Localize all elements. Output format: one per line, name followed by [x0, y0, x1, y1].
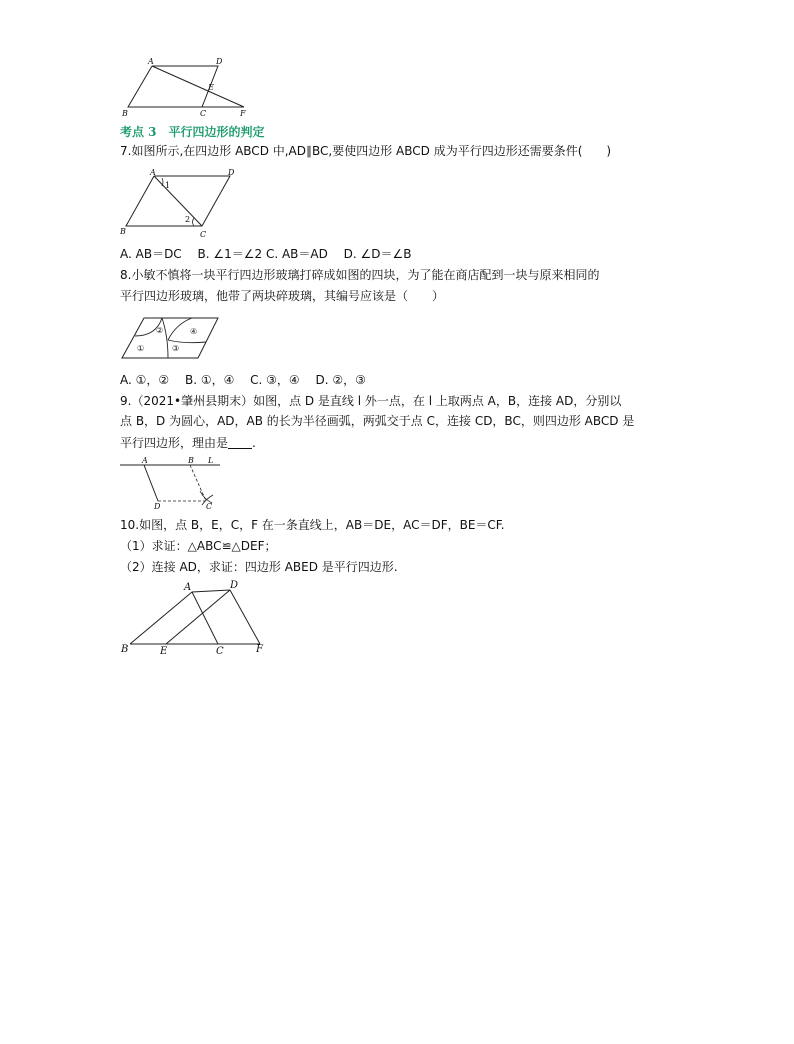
label-b: B — [188, 456, 194, 465]
label-c: C — [200, 230, 207, 239]
q10-figure — [118, 578, 268, 658]
answer-blank[interactable] — [228, 436, 252, 449]
label-f: F — [240, 109, 246, 118]
q10-stem: 10.如图，点 B，E，C，F 在一条直线上，AB＝DE，AC＝DF，BE＝CF. — [120, 518, 505, 532]
q7-stem: 7.如图所示,在四边形 ABCD 中,AD∥BC,要使四边形 ABCD 成为平行四边形还需要条件( ) — [120, 144, 612, 158]
piece-3-label: ③ — [172, 344, 180, 353]
piece-4-label: ④ — [190, 327, 198, 336]
label-a: A — [184, 582, 192, 593]
q9-figure — [118, 455, 223, 511]
label-d: D — [154, 502, 161, 511]
label-l: L — [208, 456, 214, 465]
q8-figure — [118, 314, 222, 362]
label-f: F — [256, 644, 263, 655]
label-d: D — [230, 580, 239, 591]
q9-line3 — [120, 435, 256, 451]
q8-options: A. ①，② B. ①，④ C. ③，④ D. ②，③ — [120, 373, 366, 387]
q7-figure — [118, 164, 248, 240]
q9-line1: 9.（2021•肇州县期末）如图，点 D 是直线 l 外一点，在 l 上取两点 A，B，连接 AD，分别以 — [120, 394, 622, 408]
q10-part1: （1）求证：△ABC≌△DEF； — [120, 539, 277, 553]
label-a: A — [150, 168, 156, 177]
section-number: 考点 3 — [120, 125, 157, 139]
label-b: B — [120, 227, 126, 236]
label-a: A — [142, 456, 148, 465]
label-e: E — [208, 83, 214, 92]
section-heading — [120, 123, 265, 140]
q8-stem-line2: 平行四边形玻璃，他带了两块碎玻璃，其编号应该是（ ） — [120, 289, 445, 303]
piece-1-label: ① — [137, 344, 145, 353]
figure-top-parallelogram — [118, 56, 253, 121]
q10-part2: （2）连接 AD，求证：四边形 ABED 是平行四边形. — [120, 560, 398, 574]
label-c: C — [200, 109, 207, 118]
label-b: B — [121, 644, 129, 655]
q9-line3-suffix: . — [252, 436, 256, 450]
label-d: D — [216, 57, 223, 66]
section-title: 平行四边形的判定 — [168, 125, 265, 139]
label-a: A — [148, 57, 154, 66]
q9-line2: 点 B，D 为圆心，AD，AB 的长为半径画弧，两弧交于点 C，连接 CD，BC，则四边形 ABCD 是 — [120, 414, 635, 428]
label-c: C — [216, 646, 224, 657]
label-e: E — [160, 646, 168, 657]
q8-stem-line1: 8.小敏不慎将一块平行四边形玻璃打碎成如图的四块，为了能在商店配到一块与原来相同的 — [120, 268, 600, 282]
label-c: C — [206, 502, 213, 511]
q7-options: A. AB＝DC B. ∠1＝∠2 C. AB＝AD D. ∠D＝∠B — [120, 247, 412, 261]
label-angle-1: 1 — [165, 181, 171, 190]
label-angle-2: 2 — [185, 215, 191, 224]
label-b: B — [122, 109, 128, 118]
q9-line3-prefix: 平行四边形，理由是 — [120, 436, 229, 450]
label-d: D — [228, 168, 235, 177]
piece-2-label: ② — [156, 326, 164, 335]
